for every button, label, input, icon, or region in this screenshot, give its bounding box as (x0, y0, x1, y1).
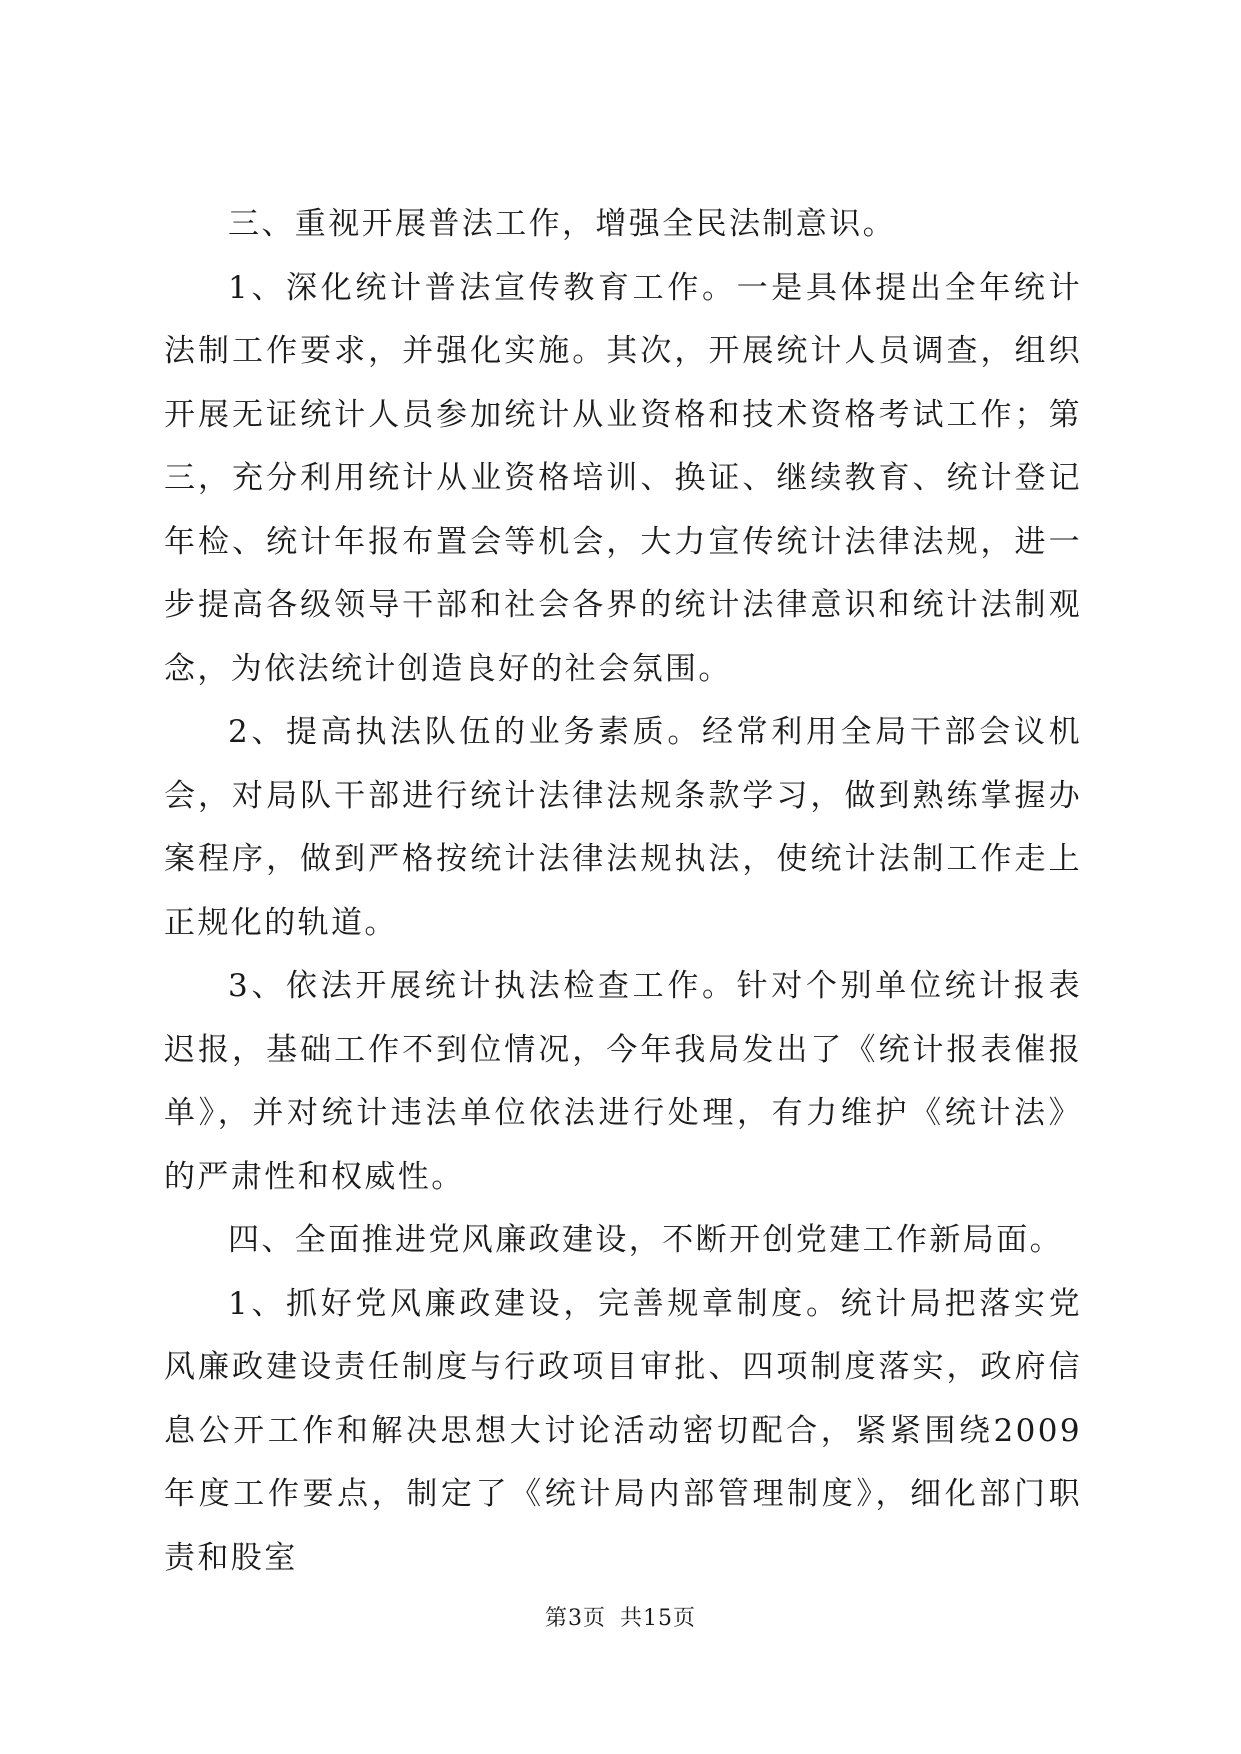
paragraph: 1、抓好党风廉政建设，完善规章制度。统计局把落实党风廉政建设责任制度与行政项目审批、四项制度落实，政府信息公开工作和解决思想大讨论活动密切配合，紧紧围绕2009年度工作要点，制定了《统计局内部管理制度》，细化部门职责和股室 (164, 1285, 1082, 1576)
paragraph: 2、提高执法队伍的业务素质。经常利用全局干部会议机会，对局队干部进行统计法律法规条款学习，做到熟练掌握办案程序，做到严格按统计法律法规执法，使统计法制工作走上正规化的轨道。 (164, 714, 1082, 941)
document-body (164, 193, 1082, 1590)
page-footer (0, 1604, 1241, 1634)
section-heading-4: 四、全面推进党风廉政建设，不断开创党建工作新局面。 (228, 1222, 1063, 1258)
paragraph: 1、深化统计普法宣传教育工作。一是具体提出全年统计法制工作要求，并强化实施。其次，开展统计人员调查，组织开展无证统计人员参加统计从业资格和技术资格考试工作；第三，充分利用统计从业资格培训、换证、继续教育、统计登记年检、统计年报布置会等机会，大力宣传统计法律法规，进一步提高各级领导干部和社会各界的统计法律意识和统计法制观念，为依法统计创造良好的社会氛围。 (164, 269, 1082, 687)
section-heading-3: 三、重视开展普法工作，增强全民法制意识。 (228, 206, 896, 242)
page-number: 第3页 (545, 1606, 606, 1631)
page-total: 共15页 (620, 1606, 696, 1631)
paragraph: 3、依法开展统计执法检查工作。针对个别单位统计报表迟报，基础工作不到位情况，今年我局发出了《统计报表催报单》，并对统计违法单位依法进行处理，有力维护《统计法》的严肃性和权威性。 (164, 968, 1082, 1195)
